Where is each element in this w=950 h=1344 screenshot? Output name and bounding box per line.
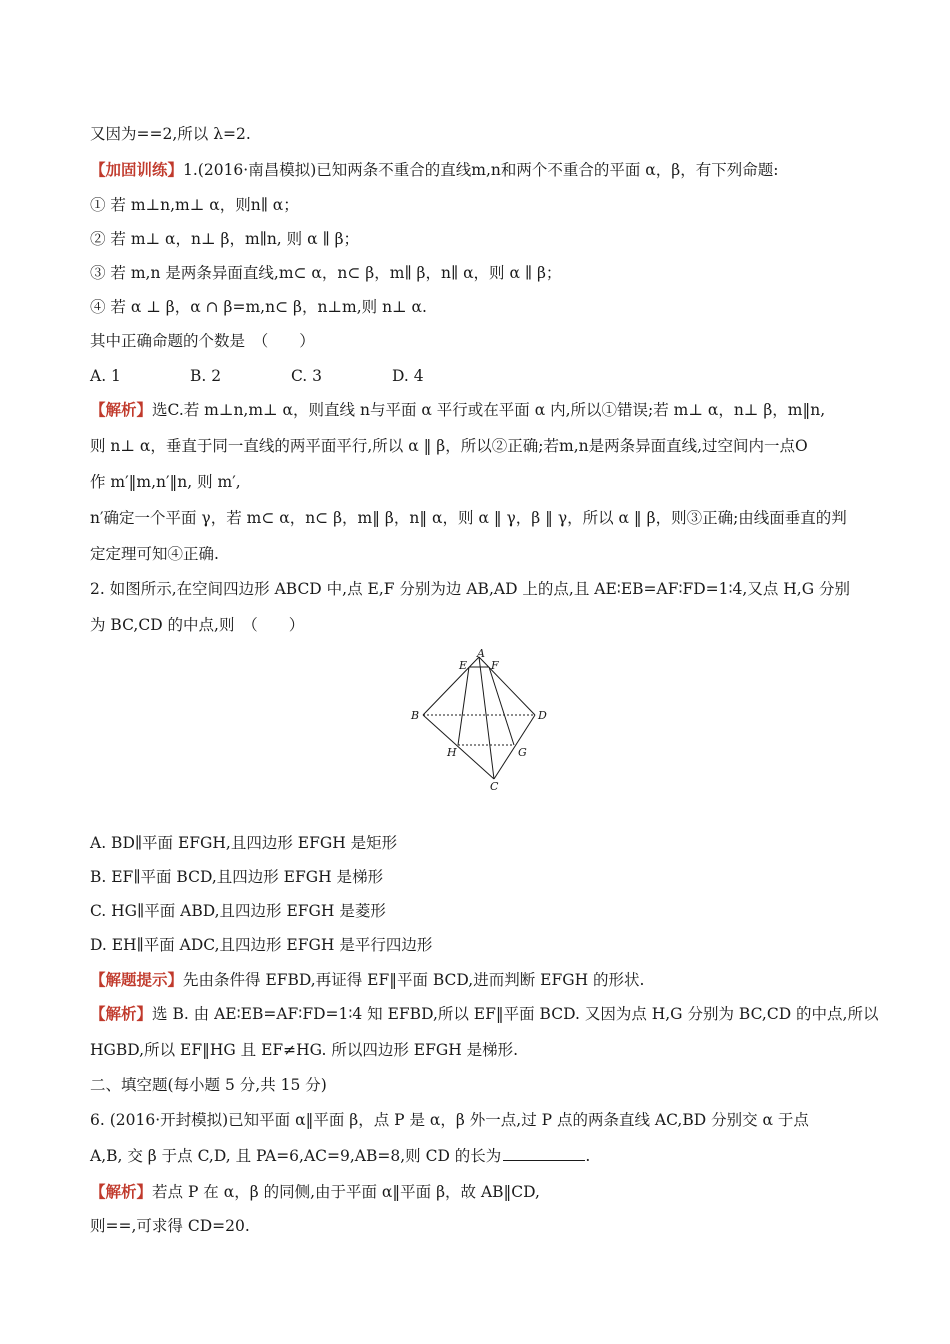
section-tag: 【加固训练】: [90, 160, 184, 179]
option-b: B. EF∥平面 BCD,且四边形 EFGH 是梯形: [90, 868, 384, 886]
problem-6-line: 6. (2016·开封模拟)已知平面 α‖平面 β，点 P 是 α，β 外一点,过 P 点的两条直线 AC,BD 分别交 α 于点: [90, 1111, 809, 1129]
solution-text: 若点 P 在 α，β 的同侧,由于平面 α‖平面 β，故 AB‖CD,: [152, 1183, 540, 1201]
solution-tag: 【解析】: [90, 1004, 153, 1023]
option-d: D. EH∥平面 ADC,且四边形 EFGH 是平行四边形: [90, 936, 433, 954]
text-line: 又因为==2,所以 λ=2.: [90, 125, 251, 143]
vertex-label-c: C: [490, 780, 499, 793]
hint-line: [90, 970, 880, 990]
proposition-2: ② 若 m⊥ α，n⊥ β，m∥n, 则 α ∥ β；: [90, 230, 360, 248]
solution-text: 选C.若 m⊥n,m⊥ α，则直线 n与平面 α 平行或在平面 α 内,所以①错误;若 m⊥ α，n⊥ β，m‖n,: [152, 401, 826, 419]
choice-a: A. 1: [90, 367, 121, 385]
point-label-h: H: [447, 746, 457, 759]
hint-text: 先由条件得 EFBD,再证得 EF‖平面 BCD,进而判断 EFGH 的形状.: [183, 971, 645, 989]
hint-tag: 【解题提示】: [90, 970, 184, 989]
sentence-end: .: [585, 1147, 591, 1165]
point-label-e: E: [459, 659, 468, 672]
choice-c: C. 3: [291, 367, 323, 385]
solution-tag: 【解析】: [90, 400, 153, 419]
solution-line: [90, 1004, 880, 1024]
solution-line: 则==,可求得 CD=20.: [90, 1217, 250, 1235]
vertex-label-b: B: [411, 709, 420, 722]
question-stem: 其中正确命题的个数是 （ ）: [90, 332, 315, 350]
problem-text: 1.(2016·南昌模拟)已知两条不重合的直线m,n和两个不重合的平面 α，β，有下列命题:: [183, 161, 779, 179]
solution-line: n′确定一个平面 γ，若 m⊂ α，n⊂ β，m‖ β，n‖ α，则 α ‖ γ，β ‖ γ，所以 α ‖ β，则③正确;由线面垂直的判: [90, 509, 847, 527]
problem-6-line: [90, 1146, 880, 1166]
solution-line: 则 n⊥ α，垂直于同一直线的两平面平行,所以 α ‖ β，所以②正确;若m,n是两条异面直线,过空间内一点O: [90, 437, 808, 455]
tetrahedron-figure: [405, 647, 555, 793]
proposition-1: ① 若 m⊥n,m⊥ α，则n∥ α；: [90, 196, 299, 214]
choice-b: B. 2: [190, 367, 222, 385]
section-heading: 二、填空题(每小题 5 分,共 15 分): [90, 1076, 327, 1094]
problem-2-line: 2. 如图所示,在空间四边形 ABCD 中,点 E,F 分别为边 AB,AD 上的点,且 AE∶EB=AF∶FD=1∶4,又点 H,G 分别: [90, 580, 851, 598]
proposition-3: ③ 若 m,n 是两条异面直线,m⊂ α，n⊂ β，m∥ β，n∥ α，则 α ∥ β；: [90, 264, 562, 282]
option-a: A. BD∥平面 EFGH,且四边形 EFGH 是矩形: [90, 834, 398, 852]
solution-line: [90, 1182, 880, 1202]
reinforcement-problem-1: [90, 160, 880, 180]
solution-line: [90, 400, 880, 420]
answer-blank: [503, 1146, 585, 1161]
solution-line: 定定理可知④正确.: [90, 545, 219, 563]
problem-6-text: A,B, 交 β 于点 C,D, 且 PA=6,AC=9,AB=8,则 CD 的长为: [90, 1147, 502, 1165]
option-c: C. HG∥平面 ABD,且四边形 EFGH 是菱形: [90, 902, 386, 920]
solution-line: 作 m′‖m,n′‖n, 则 m′,: [90, 473, 241, 491]
solution-text: 选 B. 由 AE∶EB=AF∶FD=1∶4 知 EFBD,所以 EF‖平面 BCD. 又因为点 H,G 分别为 BC,CD 的中点,所以: [152, 1005, 879, 1023]
vertex-label-a: A: [477, 647, 485, 660]
problem-2-line: 为 BC,CD 的中点,则 （ ）: [90, 616, 305, 634]
solution-tag: 【解析】: [90, 1182, 153, 1201]
choice-d: D. 4: [392, 367, 424, 385]
point-label-g: G: [518, 746, 527, 759]
proposition-4: ④ 若 α ⊥ β，α ∩ β=m,n⊂ β，n⊥m,则 n⊥ α.: [90, 298, 427, 316]
vertex-label-d: D: [538, 709, 547, 722]
solution-line: HGBD,所以 EF‖HG 且 EF≠HG. 所以四边形 EFGH 是梯形.: [90, 1041, 519, 1059]
point-label-f: F: [491, 659, 499, 672]
